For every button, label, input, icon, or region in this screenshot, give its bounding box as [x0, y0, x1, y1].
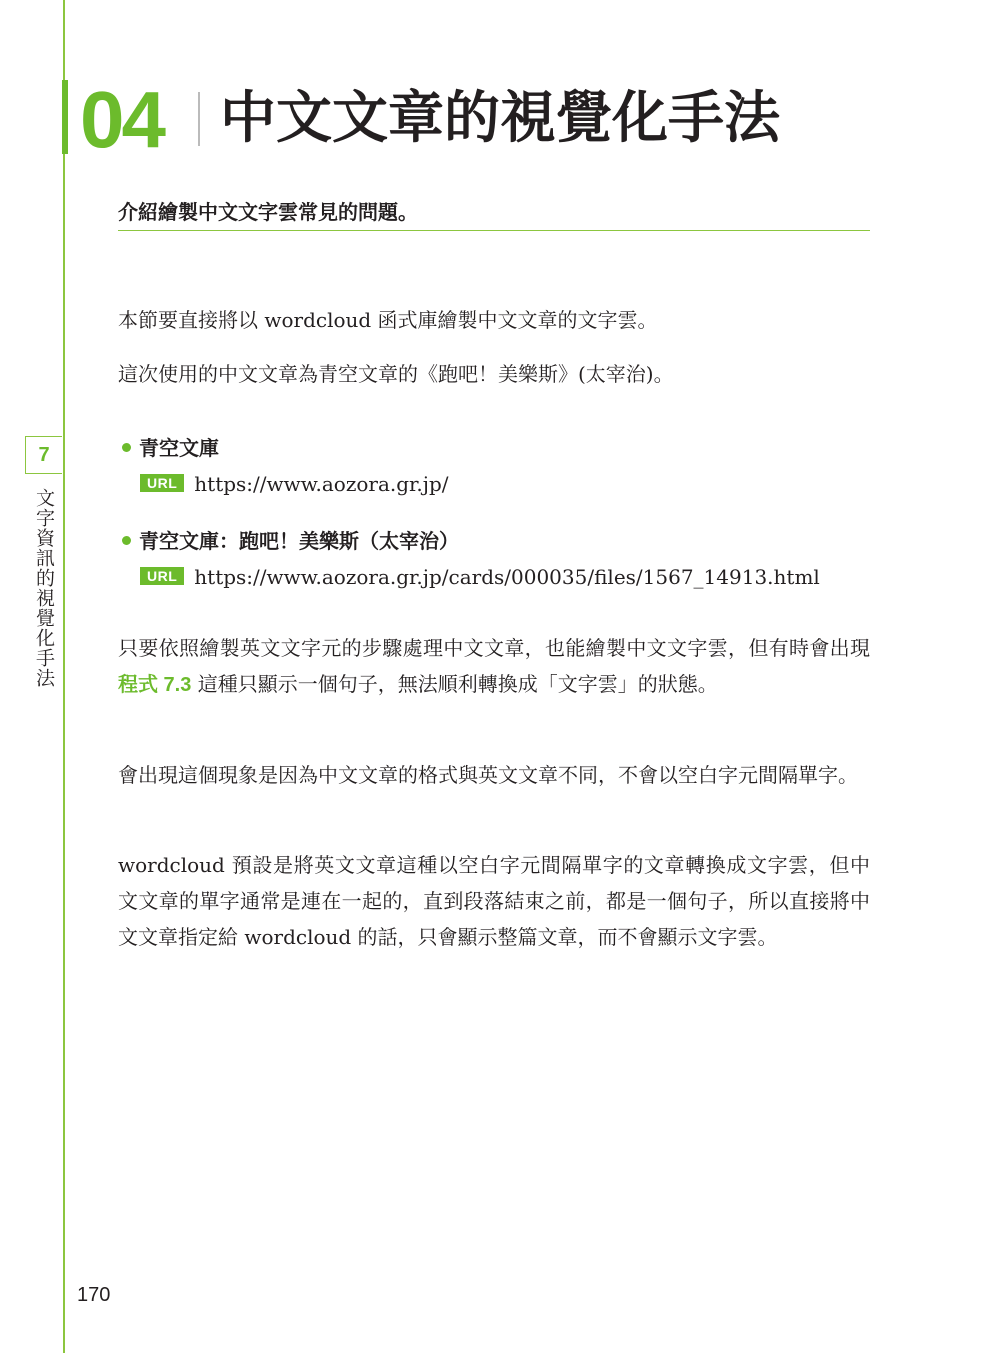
chapter-number: 7 [25, 436, 62, 474]
url-line-2 [140, 563, 820, 591]
paragraph-5: wordcloud 預設是將英文文章這種以空白字元間隔單字的文章轉換成文字雲，但中文文章的單字通常是連在一起的，直到段落結束之前，都是一個句子，所以直接將中文文章指定給 wordcloud 的話，只會顯示整篇文章，而不會顯示文字雲。 [118, 853, 870, 949]
link-label: 青空文庫 [139, 436, 219, 460]
bullet-dot-icon [122, 536, 131, 545]
link-item-2 [122, 527, 459, 555]
link-label: 青空文庫：跑吧！美樂斯（太宰治） [139, 529, 459, 553]
bullet-dot-icon [122, 443, 131, 452]
section-number: 04 [80, 75, 163, 164]
url-link[interactable]: https://www.aozora.gr.jp/cards/000035/files/1567_14913.html [194, 565, 820, 589]
url-line-1 [140, 470, 449, 498]
url-badge: URL [140, 474, 184, 492]
title-divider [198, 92, 200, 146]
code-reference: 程式 7.3 [118, 674, 192, 696]
paragraph-2: 這次使用的中文文章為青空文章的《跑吧！美樂斯》(太宰治)。 [118, 362, 674, 386]
url-link[interactable]: https://www.aozora.gr.jp/ [194, 472, 449, 496]
margin-rule [63, 0, 65, 1353]
chapter-title: 文字資訊的視覺化手法 [33, 488, 55, 688]
link-item-1 [122, 434, 219, 462]
paragraph-1: 本節要直接將以 wordcloud 函式庫繪製中文文章的文字雲。 [118, 308, 658, 332]
paragraph-3-text-b: 這種只顯示一個句子，無法順利轉換成「文字雲」的狀態。 [191, 672, 718, 696]
url-badge: URL [140, 567, 184, 585]
section-intro: 介紹繪製中文文字雲常見的問題。 [118, 198, 870, 231]
paragraph-3 [118, 630, 870, 703]
paragraph-3-text-a: 只要依照繪製英文文字元的步驟處理中文文章，也能繪製中文文字雲，但有時會出現 [118, 636, 870, 660]
title-accent-bar [62, 80, 68, 154]
paragraph-4: 會出現這個現象是因為中文文章的格式與英文文章不同，不會以空白字元間隔單字。 [118, 763, 858, 787]
section-title: 中文文章的視覺化手法 [220, 86, 780, 151]
page-number: 170 [77, 1284, 111, 1306]
